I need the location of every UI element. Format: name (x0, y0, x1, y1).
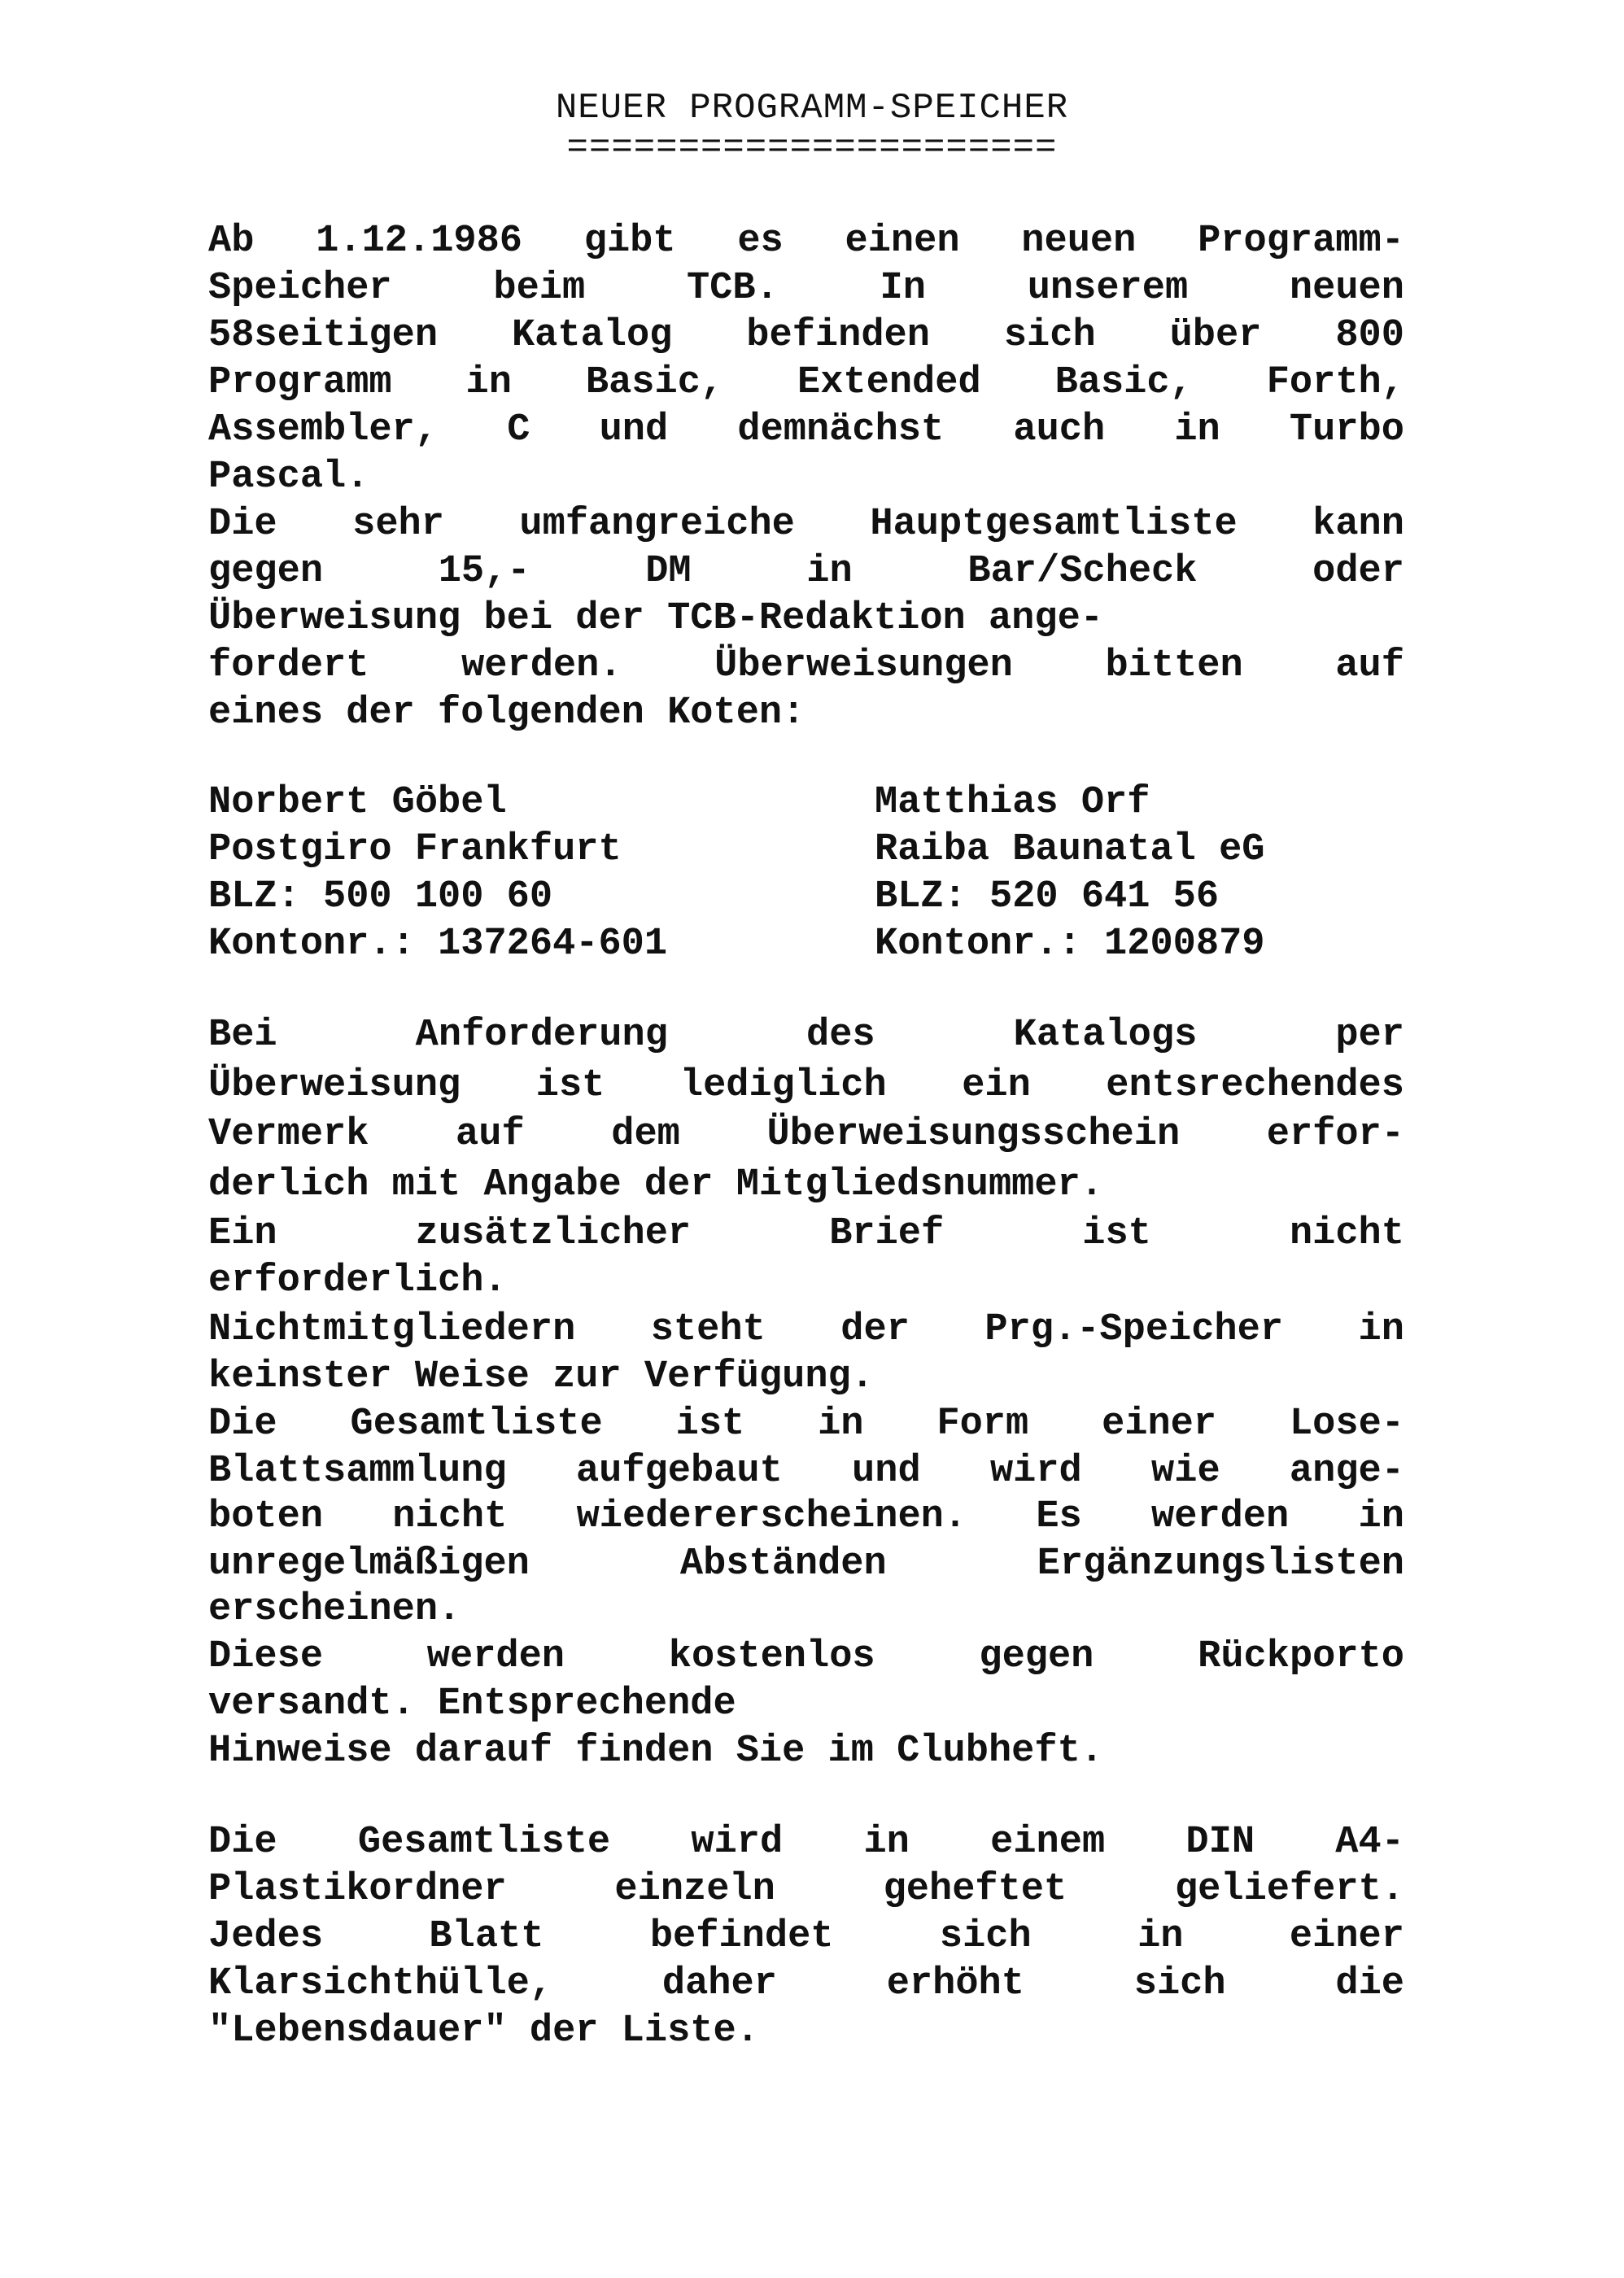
word: Katalogs (1013, 1014, 1198, 1057)
word: Form (936, 1403, 1029, 1446)
word: werden. (461, 644, 622, 687)
word: sich (1133, 1962, 1226, 2005)
word: nicht (392, 1495, 508, 1538)
title-underline: ====================== (566, 130, 1058, 166)
word: oder (1312, 550, 1404, 593)
text-line: derlich mit Angabe der Mitgliedsnummer. (208, 1163, 1103, 1207)
account-left-name: Norbert Göbel (208, 781, 507, 824)
word: dem (611, 1113, 680, 1156)
text-line: Pascal. (208, 456, 369, 499)
word: ein (962, 1064, 1031, 1107)
word: befinden (746, 314, 930, 357)
word: auf (456, 1113, 525, 1156)
word: Bei (208, 1014, 277, 1057)
account-left-blz: BLZ: 500 100 60 (208, 875, 553, 919)
word: erfor- (1266, 1113, 1404, 1156)
word: Basic, (1054, 361, 1193, 404)
word: umfangreiche (519, 503, 795, 546)
word: Überweisungen (714, 644, 1013, 687)
text-line (208, 218, 1404, 265)
word: kann (1312, 503, 1404, 546)
word: beim (493, 267, 586, 310)
text-line: "Lebensdauer" der Liste. (208, 2010, 759, 2053)
word: aufgebaut (575, 1450, 783, 1493)
word: fordert (208, 644, 369, 687)
word: Diese (208, 1635, 324, 1678)
word: ist (1082, 1212, 1151, 1255)
word: die (1335, 1962, 1404, 2005)
word: zusätzlicher (415, 1212, 692, 1255)
word: 58seitigen (208, 314, 439, 357)
word: 15,- (438, 550, 530, 593)
word: in (1174, 408, 1220, 452)
text-line (208, 1111, 1404, 1159)
word: Klarsichthülle, (208, 1962, 553, 2005)
word: ange- (1289, 1450, 1404, 1493)
word: wiedererscheinen. (576, 1495, 967, 1538)
word: und (852, 1450, 921, 1493)
word: Programm (208, 361, 392, 404)
text-line: erforderlich. (208, 1259, 507, 1303)
word: sich (939, 1915, 1032, 1958)
word: Lose- (1289, 1403, 1404, 1446)
word: Forth, (1266, 361, 1404, 404)
word: Bar/Scheck (967, 550, 1198, 593)
word: Anforderung (415, 1014, 668, 1057)
word: einzeln (614, 1868, 775, 1911)
word: DIN (1185, 1821, 1255, 1864)
word: kostenlos (668, 1635, 875, 1678)
word: befindet (649, 1915, 834, 1958)
word: demnächst (737, 408, 945, 452)
text-line (208, 312, 1404, 360)
account-right-blz: BLZ: 520 641 56 (875, 875, 1220, 919)
word: auch (1013, 408, 1106, 452)
word: Vermerk (208, 1113, 369, 1156)
word: Extended (797, 361, 981, 404)
word: der (840, 1308, 910, 1351)
word: und (599, 408, 669, 452)
text-line (208, 1634, 1404, 1681)
word: Prg.-Speicher (984, 1308, 1284, 1351)
word: 800 (1335, 314, 1404, 357)
word: Rückporto (1198, 1635, 1404, 1678)
word: Brief (829, 1212, 945, 1255)
word: des (805, 1014, 875, 1057)
word: boten (208, 1495, 324, 1538)
text-line (208, 1401, 1404, 1448)
text-line (208, 1012, 1404, 1059)
word: geheftet (883, 1868, 1067, 1911)
word: erhöht (886, 1962, 1024, 2005)
word: gibt (583, 220, 676, 263)
text-line (208, 1914, 1404, 1961)
word: gegen (979, 1635, 1094, 1678)
word: ist (535, 1064, 605, 1107)
word: Blatt (429, 1915, 544, 1958)
word: Ein (208, 1212, 277, 1255)
word: Nichtmitgliedern (208, 1308, 576, 1351)
word: nicht (1289, 1212, 1404, 1255)
word: wird (989, 1450, 1082, 1493)
word: einen (845, 220, 960, 263)
account-left-bank: Postgiro Frankfurt (208, 828, 622, 871)
word: sich (1003, 314, 1096, 357)
word: lediglich (679, 1064, 887, 1107)
text-line (208, 1819, 1404, 1866)
text-line: eines der folgenden Koten: (208, 692, 805, 735)
word: per (1335, 1014, 1404, 1057)
word: Die (208, 1821, 277, 1864)
text-line (208, 548, 1404, 596)
word: geliefert. (1174, 1868, 1404, 1911)
word: steht (650, 1308, 766, 1351)
word: neuen (1289, 267, 1404, 310)
text-line: Hinweise darauf finden Sie im Clubheft. (208, 1730, 1103, 1773)
word: Gesamtliste (350, 1403, 603, 1446)
word: ist (675, 1403, 745, 1446)
text-line (208, 1961, 1404, 2008)
word: auf (1335, 644, 1404, 687)
word: wird (691, 1821, 784, 1864)
word: Ab (208, 220, 255, 263)
text-line (208, 643, 1404, 690)
word: einem (990, 1821, 1106, 1864)
page-title: NEUER PROGRAMM-SPEICHER (555, 88, 1069, 129)
text-line (208, 1866, 1404, 1914)
text-line (208, 501, 1404, 548)
word: in (1137, 1915, 1184, 1958)
text-line (208, 360, 1404, 407)
word: Programm- (1198, 220, 1404, 263)
word: Überweisung (208, 1064, 461, 1107)
word: Turbo (1289, 408, 1404, 452)
word: Plastikordner (208, 1868, 507, 1911)
word: DM (645, 550, 692, 593)
word: Die (208, 503, 277, 546)
text-line (208, 1211, 1404, 1258)
word: C (507, 408, 530, 452)
word: Jedes (208, 1915, 324, 1958)
text-line (208, 1063, 1404, 1110)
account-right-kontonr: Kontonr.: 1200879 (875, 923, 1265, 966)
text-line: versandt. Entsprechende (208, 1682, 736, 1726)
text-line (208, 1307, 1404, 1354)
word: in (806, 550, 853, 593)
account-left-kontonr: Kontonr.: 137264-601 (208, 923, 668, 966)
word: Hauptgesamtliste (870, 503, 1238, 546)
word: unregelmäßigen (208, 1543, 530, 1586)
word: sehr (352, 503, 444, 546)
word: werden (1151, 1495, 1290, 1538)
word: unserem (1027, 267, 1189, 310)
word: über (1169, 314, 1262, 357)
word: A4- (1335, 1821, 1404, 1864)
text-line (208, 407, 1404, 454)
word: daher (661, 1962, 777, 2005)
word: einer (1102, 1403, 1217, 1446)
word: Assembler, (208, 408, 439, 452)
word: Gesamtliste (357, 1821, 611, 1864)
account-right-bank: Raiba Baunatal eG (875, 828, 1265, 871)
word: werden (426, 1635, 565, 1678)
word: 1.12.1986 (316, 220, 523, 263)
word: Blattsammlung (208, 1450, 507, 1493)
word: in (465, 361, 512, 404)
word: Ergänzungslisten (1037, 1543, 1404, 1586)
word: In (880, 267, 926, 310)
text-line: Überweisung bei der TCB-Redaktion ange- (208, 597, 1103, 640)
word: einer (1289, 1915, 1404, 1958)
text-line: erscheinen. (208, 1588, 461, 1631)
word: TCB. (686, 267, 779, 310)
word: in (1358, 1308, 1404, 1351)
word: wie (1151, 1450, 1220, 1493)
word: bitten (1105, 644, 1243, 687)
word: Abständen (679, 1543, 887, 1586)
word: Es (1036, 1495, 1082, 1538)
word: in (863, 1821, 910, 1864)
word: Katalog (511, 314, 673, 357)
word: Die (208, 1403, 277, 1446)
text-line (208, 265, 1404, 312)
word: gegen (208, 550, 324, 593)
word: in (1358, 1495, 1404, 1538)
word: in (818, 1403, 864, 1446)
word: neuen (1021, 220, 1137, 263)
text-line (208, 1541, 1404, 1588)
word: Speicher (208, 267, 392, 310)
word: Basic, (585, 361, 724, 404)
text-line: keinster Weise zur Verfügung. (208, 1355, 874, 1399)
account-right-name: Matthias Orf (875, 781, 1150, 824)
word: Überweisungsschein (766, 1113, 1181, 1156)
text-line (208, 1494, 1404, 1541)
text-line (208, 1448, 1404, 1495)
word: entsrechendes (1106, 1064, 1404, 1107)
word: es (737, 220, 784, 263)
